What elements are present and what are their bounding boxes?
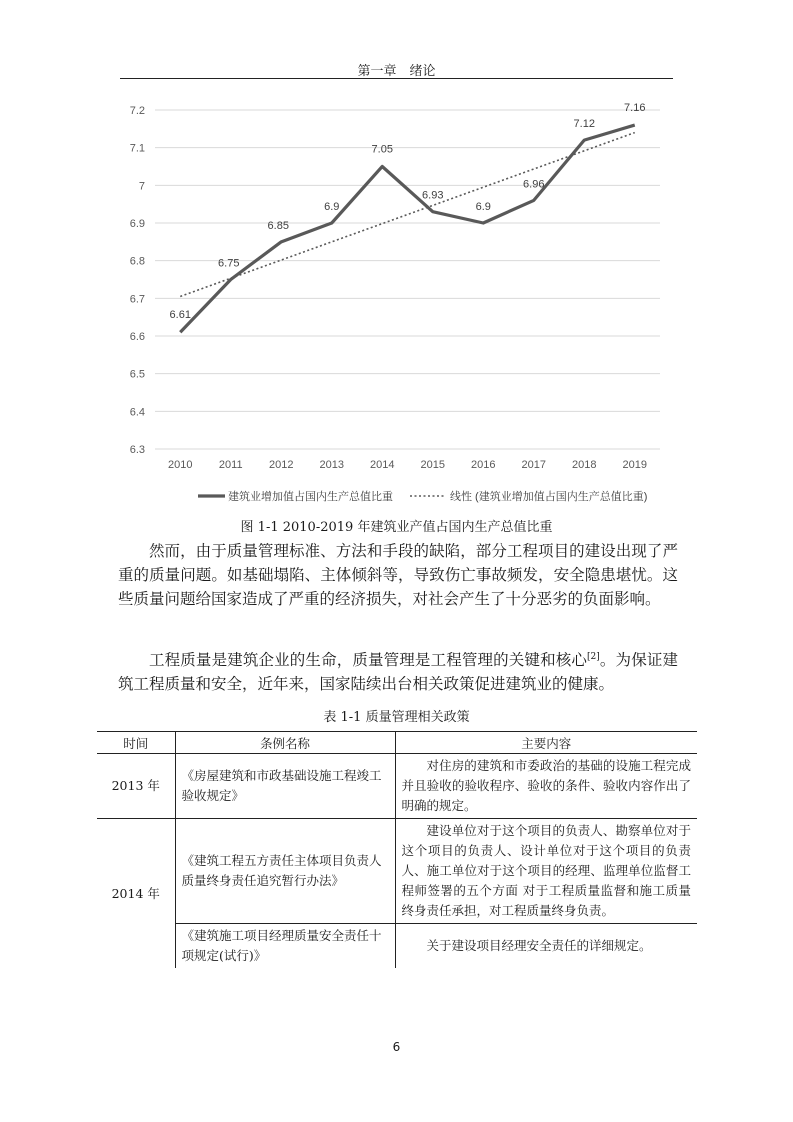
y-tick-label: 6.8 — [129, 255, 145, 268]
table-row — [97, 924, 697, 969]
data-label: 6.9 — [475, 201, 491, 213]
header-rule — [120, 78, 673, 79]
data-labels — [170, 102, 646, 321]
figure-caption: 图 1-1 2010-2019 年建筑业产值占国内生产总值比重 — [240, 520, 553, 535]
data-label: 6.9 — [324, 201, 340, 213]
citation-ref: [2] — [587, 652, 600, 662]
x-tick-label: 2016 — [471, 459, 496, 471]
x-tick-label: 2017 — [521, 459, 546, 471]
header-regulation: 条例名称 — [175, 732, 395, 754]
row-regulation: 《房屋建筑和市政基础设施工程竣工验收规定》 — [175, 754, 395, 819]
x-tick-label: 2012 — [269, 459, 294, 471]
header-content: 主要内容 — [395, 732, 697, 754]
row-content: 对住房的建筑和市委政治的基础的设施工程完成并且验收的验收程序、验收的条件、验收内容作出了明确的规定。 — [395, 754, 697, 819]
data-label: 6.93 — [422, 189, 444, 202]
row-content: 关于建设项目经理安全责任的详细规定。 — [395, 924, 697, 969]
table-row — [97, 754, 697, 819]
paragraph-2-text: 工程质量是建筑企业的生命，质量管理是工程管理的关键和核心 — [149, 651, 588, 670]
row-year: 2013 年 — [97, 754, 175, 819]
row-regulation: 《建筑工程五方责任主体项目负责人质量终身责任追究暂行办法》 — [175, 819, 395, 924]
y-tick-label: 6.4 — [129, 406, 145, 419]
series-layer — [180, 125, 635, 332]
y-tick-label: 6.5 — [129, 368, 145, 381]
row-regulation: 《建筑施工项目经理质量安全责任十项规定(试行)》 — [175, 924, 395, 969]
table-caption: 表 1-1 质量管理相关政策 — [323, 710, 470, 725]
x-tick-label: 2013 — [319, 459, 344, 471]
data-label: 7.16 — [624, 102, 646, 115]
paragraph-1: 然而，由于质量管理标准、方法和手段的缺陷，部分工程项目的建设出现了严重的质量问题。如基础塌陷、主体倾斜等，导致伤亡事故频发，安全隐患堪忧。这些质量问题给国家造成了严重的经济损失，对社会产生了十分恶劣的负面影响。 — [118, 542, 678, 608]
legend-label-series: 建筑业增加值占国内生产总值比重 — [228, 491, 393, 503]
y-tick-label: 7.1 — [129, 142, 145, 155]
x-tick-label: 2014 — [370, 459, 395, 471]
y-tick-label: 7.2 — [129, 105, 145, 117]
data-label: 6.96 — [523, 178, 545, 191]
table-row — [97, 819, 697, 924]
data-label: 6.75 — [218, 257, 240, 270]
paragraph-2-rest: 。为保证建筑工程质量和安全，近年来，国家陆续出台相关政策促进建筑业的健康。 — [118, 651, 678, 694]
paragraph-2 — [118, 645, 678, 696]
x-tick-label: 2011 — [218, 459, 243, 471]
y-tick-label: 7 — [138, 180, 145, 193]
data-label: 6.85 — [267, 219, 289, 232]
y-tick-label: 6.6 — [129, 331, 145, 343]
row-year: 2014 年 — [111, 885, 160, 901]
x-tick-label: 2010 — [168, 459, 193, 471]
table-header-row — [97, 732, 697, 754]
chart-legend — [198, 489, 647, 503]
data-label: 7.05 — [371, 143, 393, 156]
data-label: 7.12 — [573, 118, 595, 131]
legend-label-trend: 线性 (建筑业增加值占国内生产总值比重) — [450, 491, 648, 503]
line-chart — [0, 92, 793, 512]
series-line — [180, 125, 635, 332]
policy-table — [97, 731, 697, 968]
x-tick-label: 2019 — [622, 459, 647, 471]
trendline — [180, 133, 635, 297]
x-tick-label: 2015 — [420, 459, 445, 471]
y-tick-label: 6.9 — [129, 218, 145, 230]
y-tick-label: 6.3 — [129, 444, 145, 456]
x-tick-label: 2018 — [572, 459, 597, 471]
row-content: 建设单位对于这个项目的负责人、勘察单位对于这个项目的负责人、设计单位对于这个项目的负责人、施工单位对于这个项目的经理、监理单位监督工程师签署的五个方面 对于工程质量监督和施工质量终身责任承担，对工程质量终身负责。 — [395, 819, 697, 924]
chapter-header: 第一章 绪论 — [357, 64, 436, 79]
data-label: 6.61 — [169, 309, 191, 322]
y-tick-label: 6.7 — [129, 293, 145, 306]
header-time: 时间 — [97, 732, 175, 754]
page-number: 6 — [392, 1040, 401, 1054]
